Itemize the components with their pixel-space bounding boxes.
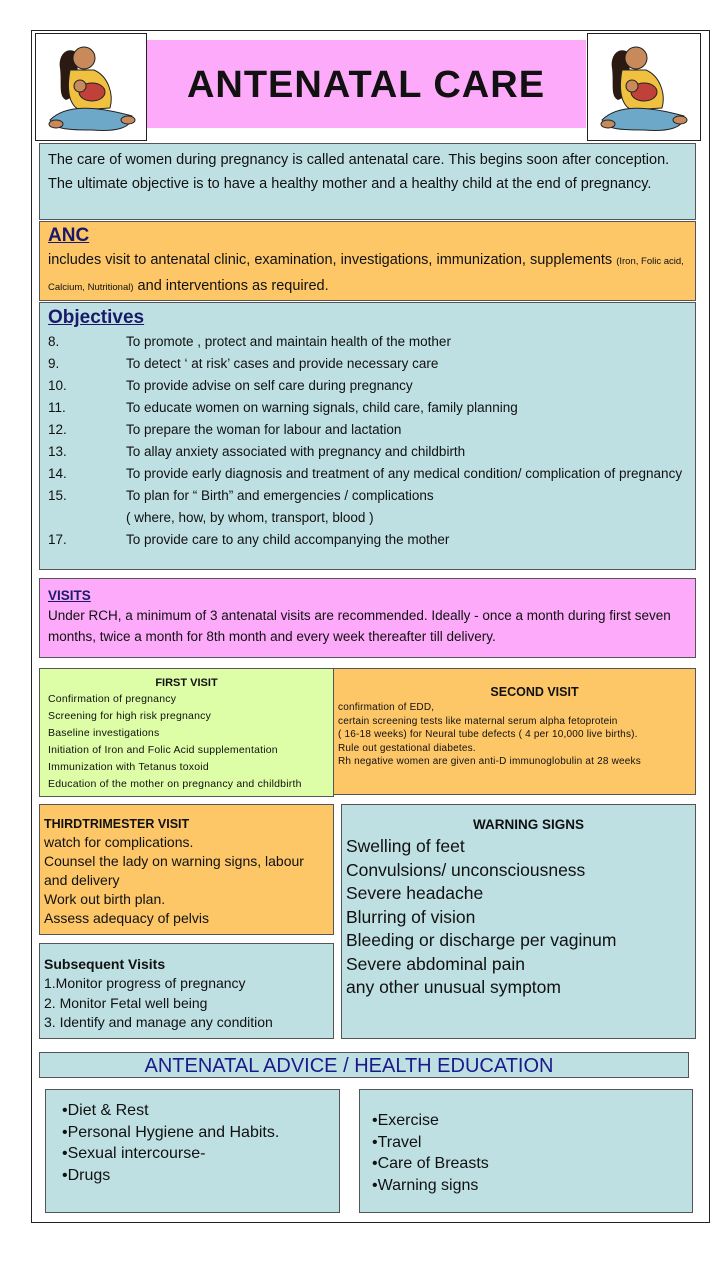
second-visit-item: confirmation of EDD, (338, 702, 435, 713)
intro-section (39, 143, 696, 220)
second-visit-item: certain screening tests like maternal serum alpha fetoprotein (338, 715, 618, 727)
third-trimester-item: watch for complications. (44, 834, 194, 850)
objectives-section (39, 302, 696, 570)
objective-text: To promote , protect and maintain health of the mother (126, 334, 451, 349)
title-banner (146, 40, 586, 128)
objective-item (48, 509, 687, 527)
objective-text: To educate women on warning signals, child care, family planning (126, 400, 518, 415)
warning-sign-item: Severe headache (346, 883, 484, 903)
subsequent-visits-section (39, 943, 334, 1039)
objective-number: 9. (48, 356, 60, 371)
advice-item: •Personal Hygiene and Habits. (62, 1123, 280, 1141)
advice-left-list (62, 1100, 339, 1186)
objective-item (48, 333, 687, 351)
advice-item: •Exercise (372, 1112, 439, 1129)
objective-item (48, 355, 687, 373)
advice-item: •Care of Breasts (372, 1155, 489, 1172)
mother-illustration-right (587, 33, 701, 141)
advice-item: •Sexual intercourse- (62, 1145, 206, 1162)
warning-signs-list (346, 835, 691, 1000)
objective-number: 10. (48, 378, 67, 393)
objective-item (48, 531, 687, 549)
objective-number: 17. (48, 532, 67, 547)
second-visit-item: Rh negative women are given anti-D immunoglobulin at 28 weeks (338, 756, 641, 767)
first-visit-item: Screening for high risk pregnancy (48, 710, 212, 722)
objective-number: 15. (48, 488, 67, 503)
anc-text-end: and interventions as required. (133, 278, 329, 294)
objective-item (48, 443, 687, 461)
second-visit-section (333, 668, 696, 795)
third-trimester-list (44, 833, 329, 928)
advice-left-box (45, 1089, 340, 1213)
first-visit-section (39, 668, 334, 797)
warning-sign-item: Convulsions/ unconsciousness (346, 859, 586, 880)
third-trimester-section (39, 804, 334, 935)
first-visit-list (48, 691, 325, 793)
objective-item (48, 421, 687, 439)
second-visit-item: Rule out gestational diabetes. (338, 742, 476, 754)
objective-text: To allay anxiety associated with pregnancy and childbirth (126, 444, 466, 459)
objective-number: 13. (48, 444, 67, 459)
objective-item (48, 399, 687, 417)
warning-sign-item: Severe abdominal pain (346, 953, 526, 974)
objectives-heading: Objectives (48, 307, 145, 328)
advice-right-box (359, 1089, 693, 1213)
anc-heading: ANC (48, 225, 90, 246)
warning-signs-heading: WARNING SIGNS (472, 817, 584, 832)
anc-section (39, 221, 696, 301)
third-trimester-item: Assess adequacy of pelvis (44, 910, 209, 926)
warning-signs-section (341, 804, 696, 1039)
objective-number: 12. (48, 422, 67, 437)
first-visit-item: Education of the mother on pregnancy and childbirth (48, 778, 302, 790)
objective-text: To prepare the woman for labour and lactation (126, 422, 402, 437)
objective-number: 8. (48, 334, 60, 349)
second-visit-list (338, 701, 691, 769)
second-visit-heading: SECOND VISIT (490, 685, 579, 699)
objective-item (48, 377, 687, 395)
advice-item: •Diet & Rest (62, 1102, 149, 1119)
advice-item: •Travel (372, 1133, 422, 1151)
objective-text: To plan for “ Birth” and emergencies / complications (126, 488, 434, 503)
first-visit-item: Confirmation of pregnancy (48, 693, 177, 705)
objective-text: To provide care to any child accompanying the mother (126, 532, 450, 547)
objective-item (48, 487, 687, 505)
objective-text: To detect ‘ at risk’ cases and provide necessary care (126, 356, 439, 371)
warning-sign-item: Bleeding or discharge per vaginum (346, 930, 617, 950)
mother-illustration-left (35, 33, 147, 141)
anc-text-main: includes visit to antenatal clinic, examination, investigations, immunization, supplements (48, 252, 617, 268)
anc-supplements-list: (Iron, Folic acid, Calcium, Nutritional) (48, 256, 684, 293)
page-title: ANTENATAL CARE (186, 64, 546, 106)
warning-sign-item: Swelling of feet (346, 836, 465, 856)
objective-number: 11. (48, 400, 66, 415)
advice-item: •Drugs (62, 1166, 111, 1184)
advice-item: •Warning signs (372, 1176, 479, 1194)
subsequent-visit-item: 1.Monitor progress of pregnancy (44, 975, 246, 991)
first-visit-item: Immunization with Tetanus toxoid (48, 761, 209, 773)
anc-text (48, 248, 687, 300)
intro-text: The care of women during pregnancy is called antenatal care. This begins soon after conception. The ultimate objective is to have a healthy mother and a healthy child at the end of pregnancy. (48, 152, 670, 192)
third-trimester-item: Counsel the lady on warning signs, labour and delivery (44, 853, 304, 888)
advice-heading-bar (39, 1052, 689, 1078)
first-visit-heading: FIRST VISIT (155, 677, 218, 689)
objective-text: To provide early diagnosis and treatment of any medical condition/ complication of pregnancy (126, 466, 683, 481)
objective-text: ( where, how, by whom, transport, blood ) (126, 510, 374, 525)
objectives-list (48, 333, 687, 549)
warning-sign-item: any other unusual symptom (346, 977, 561, 997)
subsequent-visit-item: 3. Identify and manage any condition (44, 1014, 273, 1030)
warning-sign-item: Blurring of vision (346, 906, 476, 927)
third-trimester-heading: THIRDTRIMESTER VISIT (44, 817, 190, 831)
visits-heading: VISITS (48, 588, 91, 603)
visits-text: Under RCH, a minimum of 3 antenatal visits are recommended. Ideally - once a month during first seven months, twice a month for 8th month and every week thereafter till delivery. (48, 608, 671, 644)
advice-right-list (372, 1110, 692, 1196)
third-trimester-item: Work out birth plan. (44, 891, 166, 907)
objective-number: 14. (48, 466, 67, 481)
subsequent-visits-list (44, 974, 329, 1033)
first-visit-item: Baseline investigations (48, 727, 160, 739)
subsequent-visits-heading: Subsequent Visits (44, 956, 166, 972)
first-visit-item: Initiation of Iron and Folic Acid supplementation (48, 744, 278, 756)
second-visit-item: ( 16-18 weeks) for Neural tube defects ( 4 per 10,000 live births). (338, 729, 638, 740)
visits-section (39, 578, 696, 658)
objective-item (48, 465, 687, 483)
subsequent-visit-item: 2. Monitor Fetal well being (44, 994, 208, 1011)
advice-heading: ANTENATAL ADVICE / HEALTH EDUCATION (144, 1055, 554, 1077)
objective-text: To provide advise on self care during pregnancy (126, 378, 413, 393)
